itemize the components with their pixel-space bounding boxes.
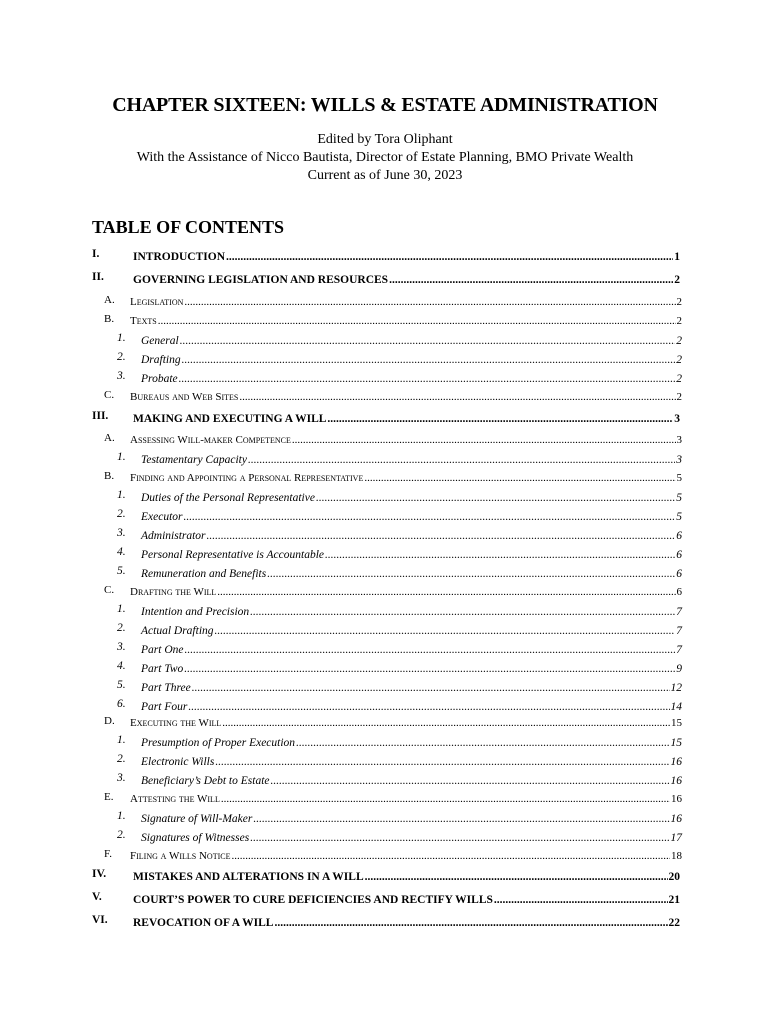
chapter-title: CHAPTER SIXTEEN: WILLS & ESTATE ADMINISTRATION bbox=[112, 94, 658, 116]
toc-entry-number: 3. bbox=[117, 527, 126, 539]
toc-dot-leader bbox=[327, 410, 673, 425]
toc-dot-leader bbox=[158, 313, 676, 327]
toc-dot-leader bbox=[274, 914, 667, 929]
toc-dot-leader bbox=[217, 584, 675, 598]
toc-dot-leader bbox=[179, 370, 676, 385]
toc-entry[interactable] bbox=[117, 603, 682, 618]
toc-entry-page: 2 bbox=[676, 353, 682, 366]
toc-entry-page: 21 bbox=[668, 893, 680, 906]
toc-entry-label: Executor bbox=[141, 510, 183, 523]
toc-entry-page: 1 bbox=[674, 250, 680, 263]
toc-entry-label: Legislation bbox=[130, 296, 184, 308]
toc-entry-label: COURT’S POWER TO CURE DEFICIENCIES AND RECTIFY WILLS bbox=[133, 893, 493, 906]
toc-entry-label: Intention and Precision bbox=[141, 605, 250, 618]
toc-entry-number: A. bbox=[104, 432, 115, 444]
toc-entry-number: D. bbox=[104, 715, 115, 727]
toc-entry-page: 2 bbox=[676, 391, 682, 403]
toc-entry-number: 5. bbox=[117, 679, 126, 691]
toc-entry-page: 7 bbox=[676, 624, 682, 637]
toc-entry-label: MAKING AND EXECUTING A WILL bbox=[133, 412, 327, 425]
toc-entry-number: C. bbox=[104, 584, 115, 596]
toc-entry-label: Probate bbox=[141, 372, 178, 385]
toc-entry-number: 3. bbox=[117, 772, 126, 784]
toc-entry[interactable] bbox=[92, 248, 680, 263]
toc-entry-number: C. bbox=[104, 389, 115, 401]
toc-entry-label: GOVERNING LEGISLATION AND RESOURCES bbox=[133, 273, 389, 286]
toc-entry[interactable] bbox=[117, 829, 682, 844]
toc-dot-leader bbox=[494, 891, 668, 906]
toc-entry[interactable] bbox=[117, 527, 682, 542]
toc-entry-number: 1. bbox=[117, 603, 126, 615]
toc-entry-label: Beneficiary’s Debt to Estate bbox=[141, 774, 270, 787]
toc-entry-number: III. bbox=[92, 410, 109, 422]
toc-entry-number: 3. bbox=[117, 370, 126, 382]
toc-entry-page: 20 bbox=[668, 870, 680, 883]
toc-entry-page: 3 bbox=[674, 412, 680, 425]
toc-entry-number: 2. bbox=[117, 508, 126, 520]
toc-entry-label: Signatures of Witnesses bbox=[141, 831, 250, 844]
toc-entry-page: 6 bbox=[676, 529, 682, 542]
toc-dot-leader bbox=[389, 271, 673, 286]
toc-entry-label: Part Three bbox=[141, 681, 191, 694]
toc-entry-page: 16 bbox=[670, 774, 682, 787]
toc-entry-label: Drafting the Will bbox=[130, 586, 217, 598]
toc-dot-leader bbox=[364, 470, 675, 484]
toc-entry-label: Actual Drafting bbox=[141, 624, 214, 637]
toc-dot-leader bbox=[180, 332, 676, 347]
toc-entry-number: B. bbox=[104, 313, 115, 325]
toc-entry-number: F. bbox=[104, 848, 112, 860]
toc-dot-leader bbox=[296, 734, 669, 749]
toc-entry-number: B. bbox=[104, 470, 115, 482]
toc-dot-leader bbox=[226, 248, 673, 263]
toc-entry[interactable] bbox=[117, 565, 682, 580]
toc-dot-leader bbox=[192, 679, 670, 694]
toc-dot-leader bbox=[250, 603, 675, 618]
toc-entry[interactable] bbox=[104, 848, 682, 862]
toc-dot-leader bbox=[271, 772, 670, 787]
toc-entry-label: INTRODUCTION bbox=[133, 250, 226, 263]
toc-entry-number: 5. bbox=[117, 565, 126, 577]
toc-entry-page: 5 bbox=[676, 510, 682, 523]
toc-dot-leader bbox=[222, 715, 670, 729]
toc-entry-label: General bbox=[141, 334, 179, 347]
toc-entry[interactable] bbox=[104, 715, 682, 729]
toc-entry-page: 6 bbox=[676, 586, 682, 598]
toc-entry[interactable] bbox=[117, 679, 682, 694]
toc-entry[interactable] bbox=[117, 546, 682, 561]
toc-entry[interactable] bbox=[104, 584, 682, 598]
toc-entry-page: 6 bbox=[676, 567, 682, 580]
toc-dot-leader bbox=[184, 508, 676, 523]
toc-entry-label: Administrator bbox=[141, 529, 206, 542]
toc-entry-page: 14 bbox=[670, 700, 682, 713]
toc-entry-number: 4. bbox=[117, 546, 126, 558]
toc-dot-leader bbox=[292, 432, 676, 446]
toc-entry-label: Personal Representative is Accountable bbox=[141, 548, 324, 561]
toc-entry-page: 16 bbox=[670, 812, 682, 825]
toc-entry-page: 16 bbox=[671, 793, 682, 805]
editor-line: Edited by Tora Oliphant bbox=[317, 132, 453, 147]
toc-dot-leader bbox=[267, 565, 675, 580]
toc-entry-label: Testamentary Capacity bbox=[141, 453, 247, 466]
toc-dot-leader bbox=[188, 698, 669, 713]
toc-entry-page: 17 bbox=[670, 831, 682, 844]
toc-entry-page: 2 bbox=[676, 315, 682, 327]
toc-entry-label: Executing the Will bbox=[130, 717, 222, 729]
toc-entry[interactable] bbox=[117, 641, 682, 656]
toc-entry-label: Texts bbox=[130, 315, 157, 327]
toc-entry[interactable] bbox=[117, 622, 682, 637]
toc-entry-page: 5 bbox=[676, 472, 682, 484]
toc-entry-page: 18 bbox=[671, 850, 682, 862]
toc-dot-leader bbox=[250, 829, 669, 844]
toc-entry-number: IV. bbox=[92, 868, 107, 880]
toc-entry-label: Attesting the Will bbox=[130, 793, 220, 805]
toc-entry[interactable] bbox=[104, 432, 682, 446]
toc-entry-number: II. bbox=[92, 271, 104, 283]
toc-entry-page: 7 bbox=[676, 605, 682, 618]
toc-entry-number: 1. bbox=[117, 489, 126, 501]
toc-entry-page: 22 bbox=[668, 916, 680, 929]
toc-entry-number: 1. bbox=[117, 810, 126, 822]
toc-entry[interactable] bbox=[117, 489, 682, 504]
toc-dot-leader bbox=[316, 489, 675, 504]
toc-entry[interactable] bbox=[92, 271, 680, 286]
toc-entry-number: 3. bbox=[117, 641, 126, 653]
toc-entry-label: Filing a Wills Notice bbox=[130, 850, 231, 862]
toc-entry-label: Part Four bbox=[141, 700, 188, 713]
toc-entry-label: REVOCATION OF A WILL bbox=[133, 916, 274, 929]
toc-entry-label: Duties of the Personal Representative bbox=[141, 491, 315, 504]
toc-entry-number: E. bbox=[104, 791, 114, 803]
toc-entry-number: 1. bbox=[117, 451, 126, 463]
toc-entry-page: 15 bbox=[670, 736, 682, 749]
toc-entry[interactable] bbox=[117, 332, 682, 347]
toc-entry-number: 2. bbox=[117, 622, 126, 634]
toc-entry-number: V. bbox=[92, 891, 102, 903]
toc-dot-leader bbox=[215, 753, 669, 768]
toc-entry[interactable] bbox=[117, 698, 682, 713]
toc-entry-number: 2. bbox=[117, 829, 126, 841]
toc-entry-label: Signature of Will-Maker bbox=[141, 812, 253, 825]
toc-entry[interactable] bbox=[104, 791, 682, 805]
toc-entry-page: 3 bbox=[676, 453, 682, 466]
toc-entry-page: 5 bbox=[676, 491, 682, 504]
toc-entry-number: VI. bbox=[92, 914, 108, 926]
toc-entry[interactable] bbox=[117, 351, 682, 366]
toc-dot-leader bbox=[182, 351, 676, 366]
toc-entry-number: 6. bbox=[117, 698, 126, 710]
toc-entry-label: Finding and Appointing a Personal Representative bbox=[130, 472, 364, 484]
toc-entry-number: 2. bbox=[117, 753, 126, 765]
toc-entry[interactable] bbox=[117, 810, 682, 825]
toc-entry-label: MISTAKES AND ALTERATIONS IN A WILL bbox=[133, 870, 364, 883]
toc-dot-leader bbox=[184, 660, 675, 675]
toc-entry-page: 2 bbox=[676, 334, 682, 347]
toc-entry[interactable] bbox=[104, 470, 682, 484]
toc-entry-page: 2 bbox=[676, 372, 682, 385]
toc-entry[interactable] bbox=[92, 914, 680, 929]
toc-dot-leader bbox=[184, 641, 675, 656]
assistance-line: With the Assistance of Nicco Bautista, Director of Estate Planning, BMO Private Wealth bbox=[136, 150, 634, 165]
toc-entry[interactable] bbox=[117, 508, 682, 523]
toc-entry-label: Bureaus and Web Sites bbox=[130, 391, 239, 403]
toc-entry[interactable] bbox=[104, 294, 682, 308]
toc-entry[interactable] bbox=[117, 734, 682, 749]
toc-dot-leader bbox=[253, 810, 669, 825]
toc-entry-number: 2. bbox=[117, 351, 126, 363]
toc-entry[interactable] bbox=[117, 753, 682, 768]
toc-entry-number: 4. bbox=[117, 660, 126, 672]
toc-heading: TABLE OF CONTENTS bbox=[92, 217, 285, 237]
toc-entry[interactable] bbox=[92, 868, 680, 883]
toc-entry-page: 3 bbox=[676, 434, 682, 446]
toc-dot-leader bbox=[207, 527, 676, 542]
toc-entry-page: 12 bbox=[670, 681, 682, 694]
toc-entry-number: I. bbox=[92, 248, 100, 260]
toc-entry-number: A. bbox=[104, 294, 115, 306]
toc-entry[interactable] bbox=[104, 389, 682, 403]
toc-entry[interactable] bbox=[92, 891, 680, 906]
toc-entry-label: Remuneration and Benefits bbox=[141, 567, 267, 580]
toc-dot-leader bbox=[215, 622, 676, 637]
toc-entry-page: 16 bbox=[670, 755, 682, 768]
toc-dot-leader bbox=[365, 868, 668, 883]
toc-entry-label: Part Two bbox=[141, 662, 184, 675]
toc-entry-page: 2 bbox=[676, 296, 682, 308]
toc-entry[interactable] bbox=[117, 451, 682, 466]
toc-entry-label: Drafting bbox=[141, 353, 181, 366]
toc-entry[interactable] bbox=[117, 370, 682, 385]
toc-entry-label: Part One bbox=[141, 643, 184, 656]
toc-dot-leader bbox=[221, 791, 670, 805]
toc-entry-page: 9 bbox=[676, 662, 682, 675]
toc-dot-leader bbox=[184, 294, 675, 308]
toc-entry[interactable] bbox=[117, 772, 682, 787]
toc-entry-page: 15 bbox=[671, 717, 682, 729]
toc-entry[interactable] bbox=[92, 410, 680, 425]
toc-dot-leader bbox=[231, 848, 670, 862]
current-as-of-line: Current as of June 30, 2023 bbox=[307, 168, 463, 183]
toc-entry[interactable] bbox=[104, 313, 682, 327]
toc-entry-label: Electronic Wills bbox=[141, 755, 215, 768]
toc-dot-leader bbox=[325, 546, 675, 561]
toc-dot-leader bbox=[239, 389, 675, 403]
toc-entry-number: 1. bbox=[117, 734, 126, 746]
toc-dot-leader bbox=[248, 451, 675, 466]
toc-entry-page: 7 bbox=[676, 643, 682, 656]
toc-entry-page: 2 bbox=[674, 273, 680, 286]
toc-entry-label: Assessing Will-maker Competence bbox=[130, 434, 291, 446]
toc-entry-label: Presumption of Proper Execution bbox=[141, 736, 296, 749]
toc-entry[interactable] bbox=[117, 660, 682, 675]
toc-entry-number: 1. bbox=[117, 332, 126, 344]
toc-entry-page: 6 bbox=[676, 548, 682, 561]
